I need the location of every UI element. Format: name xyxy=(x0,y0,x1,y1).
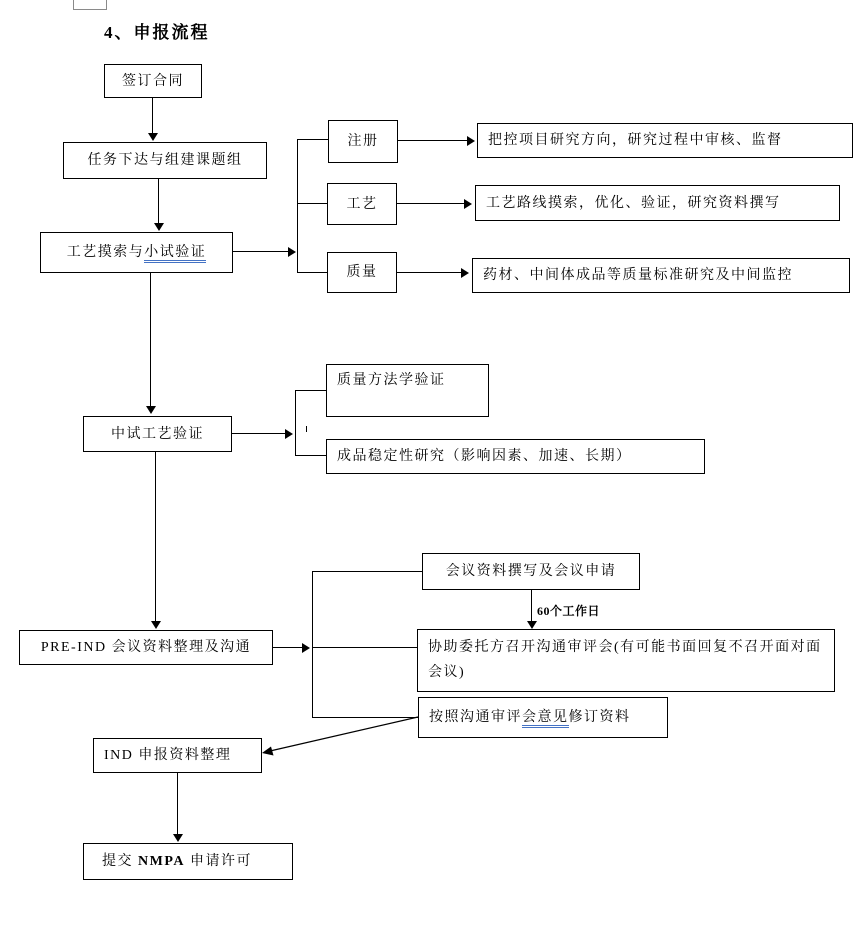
node-meeting-prep xyxy=(422,553,640,590)
node-quality-desc-label: 药材、中间体成品等质量标准研究及中间监控 xyxy=(483,268,793,283)
connector-ind-to-submit xyxy=(177,773,178,835)
top-partial-box xyxy=(73,0,107,10)
bracket2-branch-stability xyxy=(295,455,326,456)
arrowhead-sign-to-task xyxy=(148,133,158,141)
page-title: 4、申报流程 xyxy=(104,23,210,42)
node-registration-label: 注册 xyxy=(347,134,379,149)
arrowhead-task-to-explore xyxy=(154,223,164,231)
bracket3-branch-assist xyxy=(312,647,417,648)
arrowhead-craft-to-desc xyxy=(464,199,472,209)
node-task-assign-label: 任务下达与组建课题组 xyxy=(87,153,243,168)
connector-quality-to-desc xyxy=(397,272,462,273)
revise-text-prefix: 按照沟通审评 xyxy=(429,710,522,725)
node-revise-materials xyxy=(418,697,668,738)
submit-text-suffix: 申请许可 xyxy=(184,854,252,869)
connector-pilot-to-preind xyxy=(155,452,156,622)
connector-registration-to-desc xyxy=(398,140,468,141)
connector-meeting-to-assist xyxy=(531,590,532,622)
bracket3-branch-meeting xyxy=(312,571,422,572)
arrowhead-explore-to-bracket xyxy=(288,247,296,257)
node-process-explore-label xyxy=(67,242,207,263)
node-revise-materials-label xyxy=(429,707,631,728)
node-submit-nmpa xyxy=(83,843,293,880)
connector-sign-to-task xyxy=(152,98,153,134)
connector-explore-to-bracket xyxy=(233,251,289,252)
node-craft xyxy=(327,183,397,225)
arrowhead-registration-to-desc xyxy=(467,136,475,146)
duration-label: 60个工作日 xyxy=(537,604,601,618)
connector-craft-to-desc xyxy=(397,203,465,204)
arrowhead-quality-to-desc xyxy=(461,268,469,278)
node-assist-review xyxy=(417,629,835,692)
node-stability xyxy=(326,439,705,474)
node-registration xyxy=(328,120,398,163)
bracket1-branch-craft xyxy=(297,203,327,204)
bracket2-branch-methodology xyxy=(295,390,326,391)
arrowhead-meeting-to-assist xyxy=(527,621,537,629)
node-pilot-validation-label: 中试工艺验证 xyxy=(111,426,204,442)
node-craft-desc xyxy=(475,185,840,221)
connector-task-to-explore xyxy=(158,179,159,224)
bracket1-vertical xyxy=(297,139,298,273)
node-task-assign xyxy=(63,142,267,179)
process-explore-text: 工艺摸索与 xyxy=(66,245,145,260)
node-stability-label: 成品稳定性研究（影响因素、加速、长期） xyxy=(337,449,632,464)
revise-text-underlined: 会意见 xyxy=(522,710,569,728)
node-preind xyxy=(19,630,273,665)
node-quality-desc xyxy=(472,258,850,293)
process-explore-underlined-text: 小试验证 xyxy=(144,245,206,263)
node-process-explore xyxy=(40,232,233,273)
node-ind-prep xyxy=(93,738,262,773)
connector-explore-to-pilot xyxy=(150,273,151,407)
submit-text-nmpa: NMPA xyxy=(138,854,185,869)
bracket1-branch-quality xyxy=(297,272,327,273)
connector-pilot-to-bracket xyxy=(232,433,286,434)
bracket2-tick-mark xyxy=(306,426,307,432)
arrowhead-explore-to-pilot xyxy=(146,406,156,414)
node-sign-contract xyxy=(104,64,202,98)
node-meeting-prep-label: 会议资料撰写及会议申请 xyxy=(445,564,617,579)
bracket1-branch-registration xyxy=(297,139,328,140)
bracket3-branch-revise xyxy=(312,717,418,718)
node-craft-desc-label: 工艺路线摸索，优化、验证，研究资料撰写 xyxy=(486,195,781,211)
node-preind-label: PRE-IND 会议资料整理及沟通 xyxy=(40,640,252,655)
node-pilot-validation xyxy=(83,416,232,452)
node-assist-review-label: 协助委托方召开沟通审评会(有可能书面回复不召开面对面会议) xyxy=(428,640,822,680)
submit-text-prefix: 提交 xyxy=(102,854,138,869)
arrowhead-preind-to-bracket xyxy=(302,643,310,653)
arrowhead-pilot-to-preind xyxy=(151,621,161,629)
node-quality-label: 质量 xyxy=(346,265,378,280)
node-quality xyxy=(327,252,397,293)
revise-text-suffix: 修订资料 xyxy=(568,710,631,725)
arrowhead-pilot-to-bracket xyxy=(285,429,293,439)
node-registration-desc xyxy=(477,123,853,158)
bracket3-vertical xyxy=(312,571,313,717)
arrowhead-ind-to-submit xyxy=(173,834,183,842)
node-sign-contract-label: 签订合同 xyxy=(122,73,184,89)
connector-preind-to-bracket xyxy=(273,647,303,648)
node-submit-nmpa-label xyxy=(102,851,252,872)
node-registration-desc-label: 把控项目研究方向，研究过程中审核、监督 xyxy=(488,133,783,148)
node-craft-label: 工艺 xyxy=(346,196,378,212)
node-methodology xyxy=(326,364,489,417)
bracket2-vertical xyxy=(295,390,296,456)
node-ind-prep-label: IND 申报资料整理 xyxy=(104,748,232,763)
node-methodology-label: 质量方法学验证 xyxy=(337,373,446,388)
